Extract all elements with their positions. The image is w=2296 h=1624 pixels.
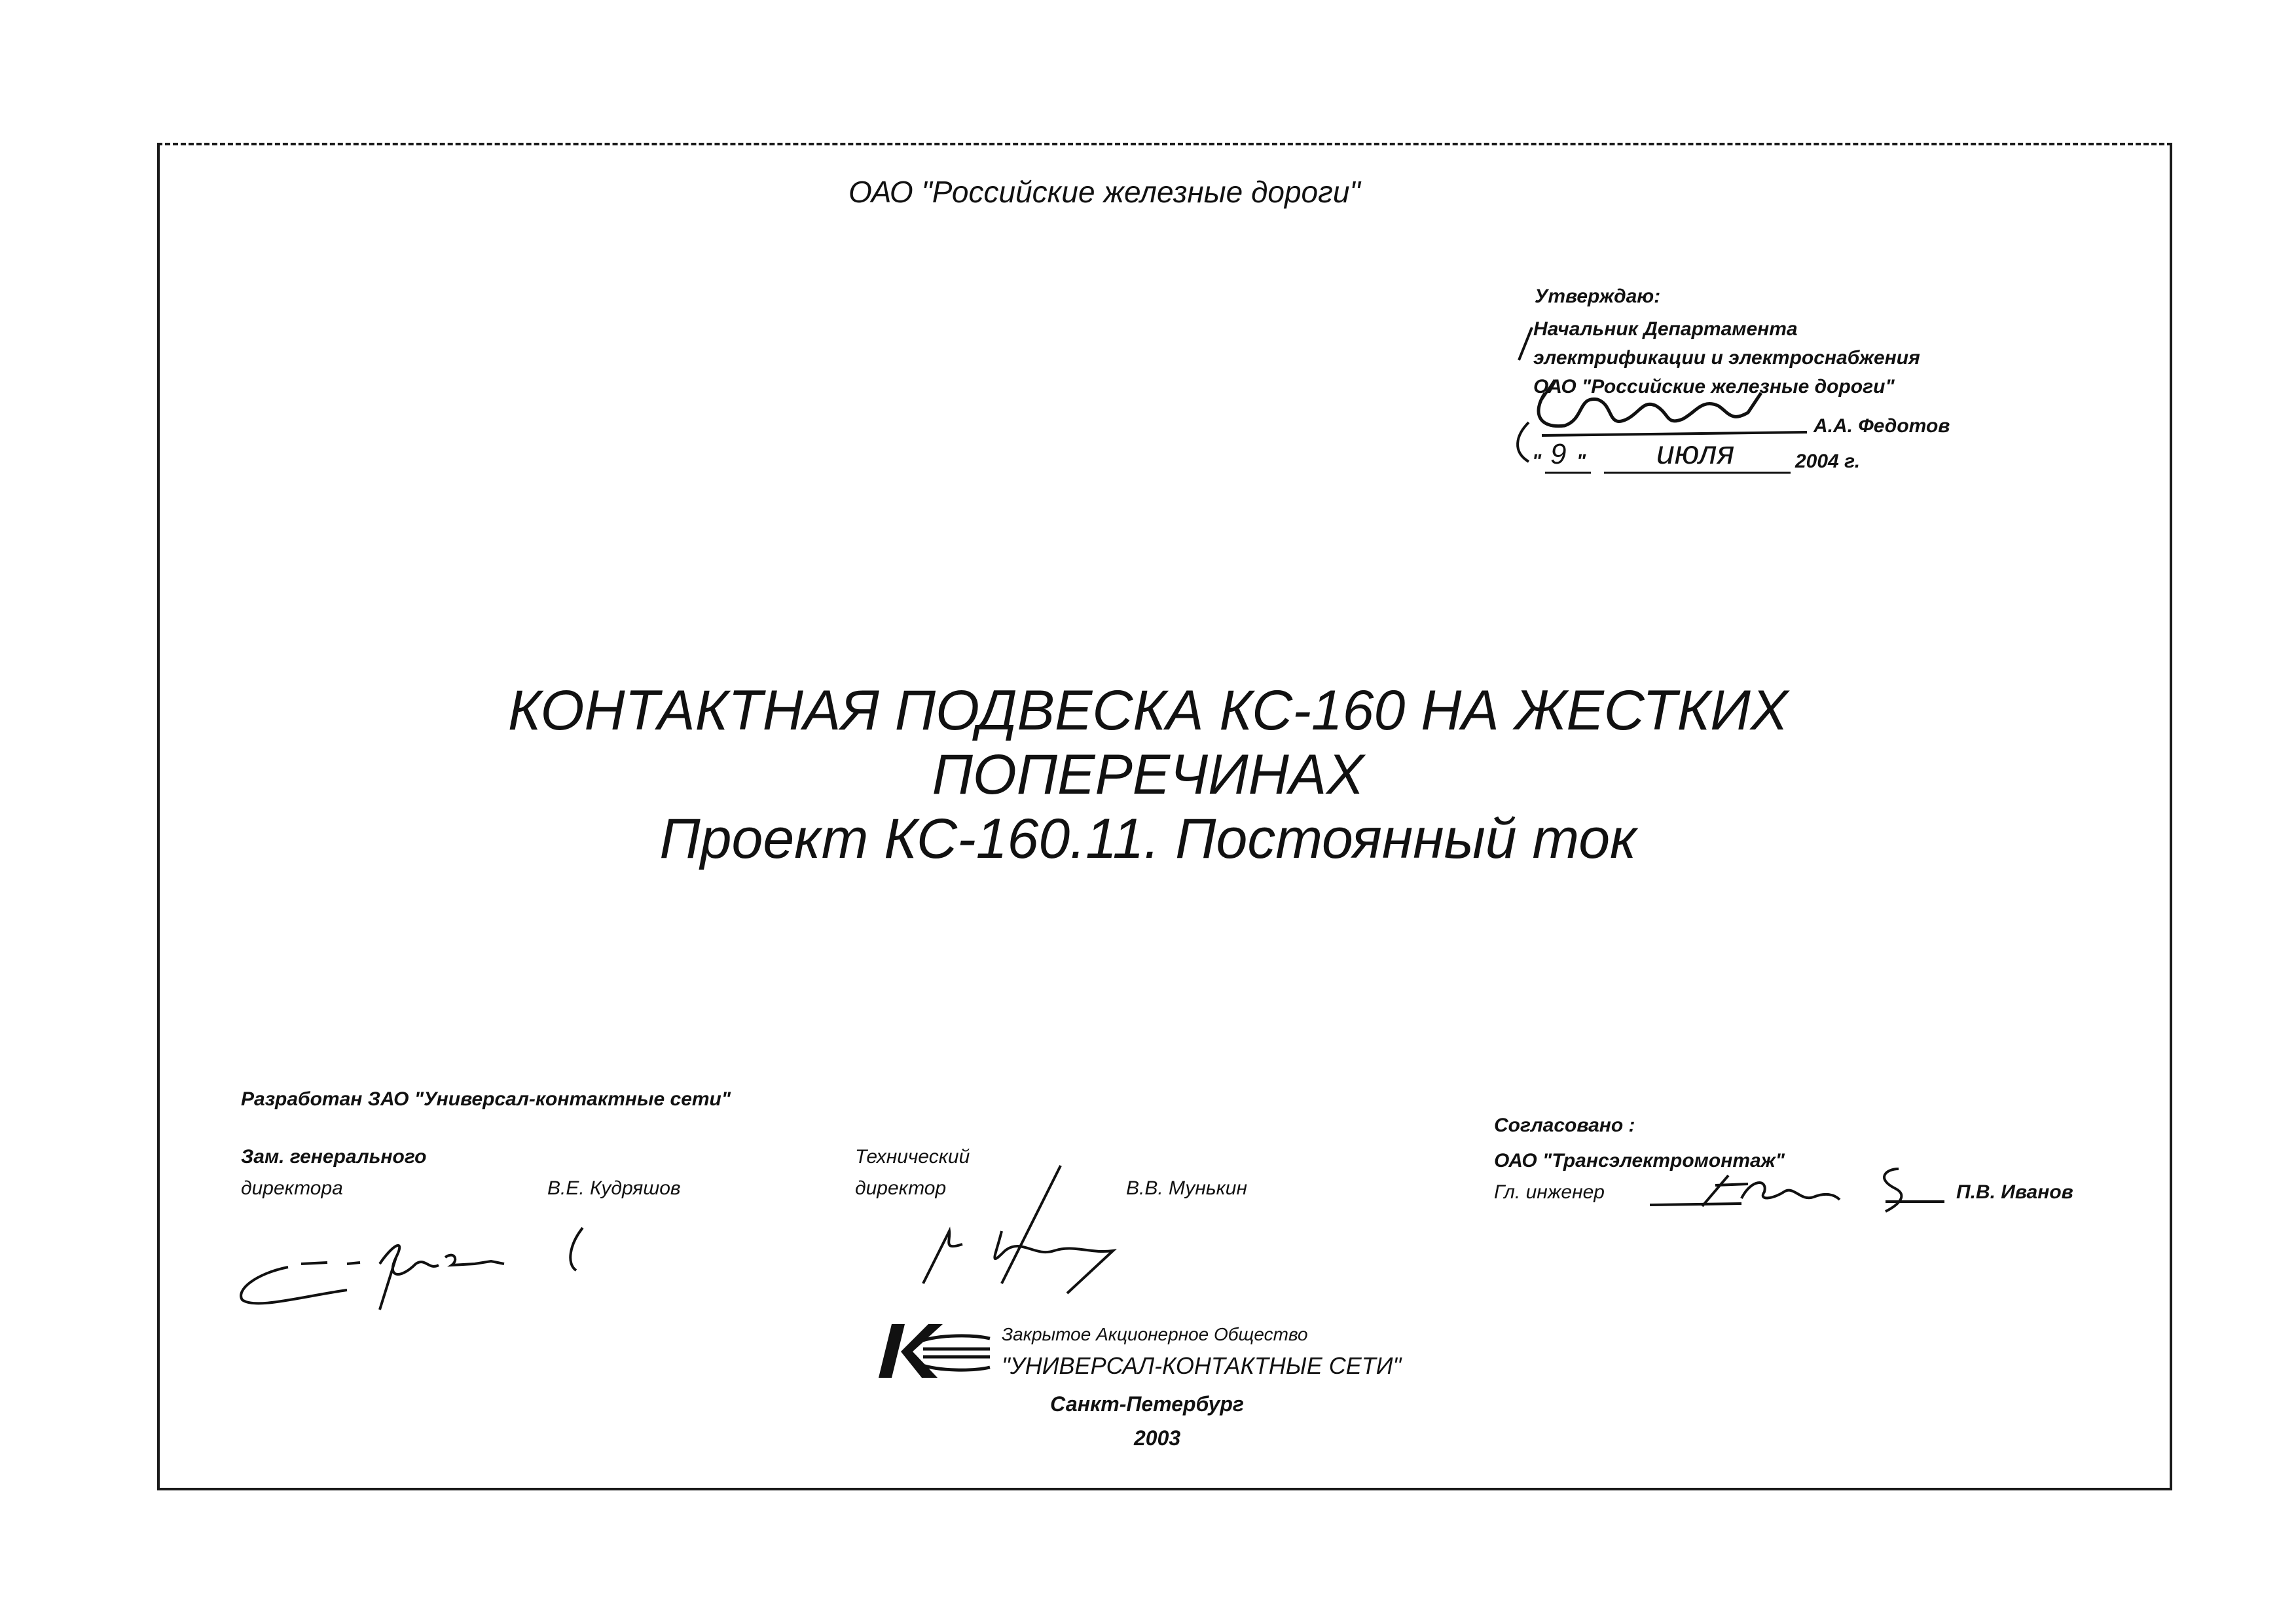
approval-date-month: июля	[1656, 434, 1735, 471]
deputy-signature	[229, 1218, 622, 1323]
deputy-title-line1: Зам. генерального	[241, 1146, 427, 1168]
approval-position-line2: электрификации и электроснабжения	[1533, 347, 1920, 369]
approval-date-year: 2004 г.	[1795, 451, 1861, 472]
tech-name: В.В. Мунькин	[1126, 1177, 1247, 1199]
footer-year: 2003	[1134, 1426, 1181, 1450]
agreed-name: П.В. Иванов	[1956, 1181, 2073, 1203]
approval-date-day: 9	[1550, 438, 1567, 470]
approval-position-line1: Начальник Департамента	[1533, 318, 1798, 340]
approval-date-quote-open: "	[1532, 451, 1542, 472]
agreed-caption: Согласовано :	[1494, 1115, 1635, 1136]
approval-date-quote-close: "	[1576, 451, 1586, 472]
organization-header: ОАО "Российские железные дороги"	[848, 175, 1360, 209]
title-line2: ПОПЕРЕЧИНАХ	[932, 743, 1364, 806]
company-logo-icon	[875, 1321, 993, 1380]
approval-caption: Утверждаю:	[1535, 286, 1661, 307]
agreed-signature	[1637, 1153, 1951, 1218]
company-type: Закрытое Акционерное Общество	[1002, 1324, 1308, 1344]
approver-name: А.А. Федотов	[1813, 415, 1950, 437]
company-name: "УНИВЕРСАЛ-КОНТАКТНЫЕ СЕТИ"	[1002, 1352, 1402, 1379]
agreed-position: Гл. инженер	[1494, 1181, 1605, 1203]
deputy-name: В.Е. Кудряшов	[547, 1177, 681, 1199]
tech-signature	[903, 1153, 1126, 1310]
title-line3: Проект КС-160.11. Постоянный ток	[659, 807, 1637, 870]
approval-position-line3: ОАО "Российские железные дороги"	[1533, 376, 1895, 397]
developer-caption: Разработан ЗАО "Универсал-контактные сети"	[241, 1088, 731, 1110]
company-logo	[875, 1321, 993, 1384]
footer-city: Санкт-Петербург	[1050, 1392, 1244, 1416]
tech-title-line2: директор	[855, 1177, 947, 1199]
tech-title-line1: Технический	[855, 1146, 970, 1168]
title-line1: КОНТАКТНАЯ ПОДВЕСКА КС-160 НА ЖЕСТКИХ	[507, 679, 1789, 742]
deputy-title-line2: директора	[241, 1177, 343, 1199]
agreed-organization: ОАО "Трансэлектромонтаж"	[1494, 1150, 1785, 1172]
